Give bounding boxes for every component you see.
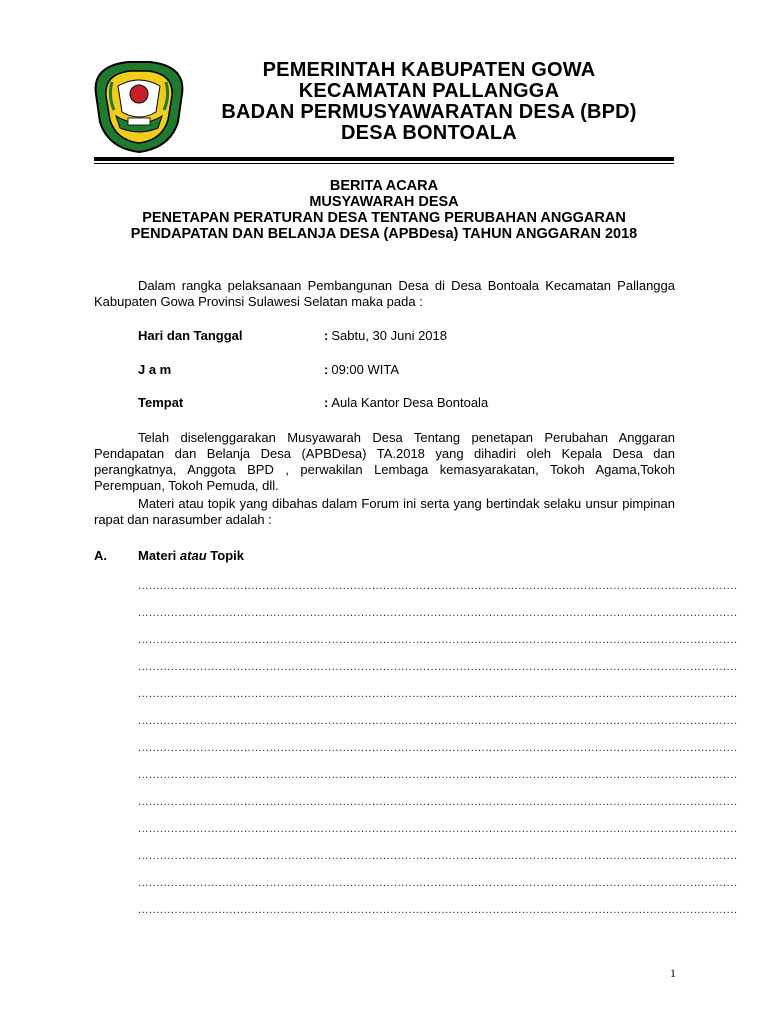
dotted-fill-line: ....................................................................................................................................................................	[138, 823, 738, 835]
section-title: Materi atau Topik	[138, 548, 244, 563]
dotted-fill-line: ....................................................................................................................................................................	[138, 769, 738, 781]
dotted-fill-line: ....................................................................................................................................................................	[138, 796, 738, 808]
detail-value: : 09:00 WITA	[324, 362, 400, 377]
detail-label: Tempat	[138, 395, 184, 410]
intro-paragraph: Dalam rangka pelaksanaan Pembangunan Desa di Desa Bontoala Kecamatan Pallangga Kabupaten Gowa Provinsi Sulawesi Selatan maka pada :	[94, 278, 675, 309]
dotted-fill-line: ....................................................................................................................................................................	[138, 742, 738, 754]
document-title	[94, 178, 674, 242]
title-line-2: MUSYAWARAH DESA	[309, 194, 459, 210]
dotted-fill-line: ....................................................................................................................................................................	[138, 580, 738, 592]
detail-value: : Aula Kantor Desa Bontoala	[324, 395, 489, 410]
letterhead-divider-thick	[94, 157, 674, 161]
page-number: 1	[670, 966, 676, 980]
detail-label: J a m	[138, 362, 172, 377]
dotted-fill-line: ....................................................................................................................................................................	[138, 634, 738, 646]
letterhead	[190, 60, 668, 144]
dotted-fill-line: ....................................................................................................................................................................	[138, 715, 738, 727]
detail-label: Hari dan Tanggal	[138, 328, 243, 343]
letterhead-divider-thin	[94, 163, 674, 164]
title-line-4: PENDAPATAN DAN BELANJA DESA (APBDesa) TAHUN ANGGARAN 2018	[130, 226, 638, 242]
dotted-fill-line: ....................................................................................................................................................................	[138, 607, 738, 619]
title-line-1: BERITA ACARA	[329, 178, 439, 194]
title-line-3: PENETAPAN PERATURAN DESA TENTANG PERUBAHAN ANGGARAN	[142, 210, 626, 226]
dotted-fill-line: ....................................................................................................................................................................	[138, 877, 738, 889]
section-letter: A.	[94, 548, 107, 563]
kabupaten-gowa-emblem-logo	[88, 56, 190, 154]
dotted-fill-line: ....................................................................................................................................................................	[138, 661, 738, 673]
letterhead-line-3: BADAN PERMUSYAWARATAN DESA (BPD)	[221, 101, 637, 123]
letterhead-line-1: PEMERINTAH KABUPATEN GOWA	[262, 59, 596, 81]
meeting-paragraph: Telah diselenggarakan Musyawarah Desa Tentang penetapan Perubahan Anggaran Pendapatan dan Belanja Desa (APBDesa) TA.2018 yang dihadiri oleh Kepala Desa dan perangkatnya, Anggota BPD , perwakilan Lembaga kemasyarakatan, Tokoh Agama,Tokoh Perempuan, Tokoh Pemuda, dll.	[94, 430, 675, 493]
letterhead-line-4: DESA BONTOALA	[341, 122, 517, 144]
dotted-fill-line: ....................................................................................................................................................................	[138, 688, 738, 700]
letterhead-line-2: KECAMATAN PALLANGGA	[298, 80, 560, 102]
topic-paragraph: Materi atau topik yang dibahas dalam Forum ini serta yang bertindak selaku unsur pimpinan rapat dan narasumber adalah :	[94, 496, 675, 527]
dotted-fill-line: ....................................................................................................................................................................	[138, 904, 738, 916]
detail-value: : Sabtu, 30 Juni 2018	[324, 328, 447, 343]
dotted-fill-line: ....................................................................................................................................................................	[138, 850, 738, 862]
